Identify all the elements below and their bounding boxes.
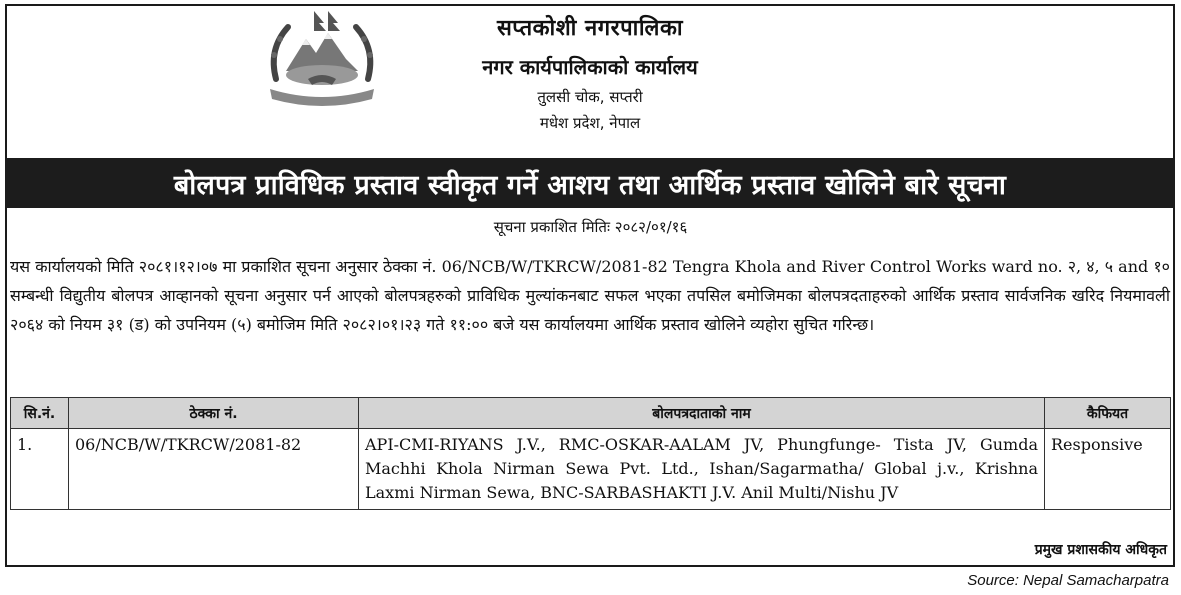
notice-title: बोलपत्र प्राविधिक प्रस्ताव स्वीकृत गर्ने आशय तथा आर्थिक प्रस्ताव खोलिने बारे सूचना — [173, 169, 1007, 201]
header-serial-no: सि.नं. — [11, 398, 69, 429]
header-remarks: कैफियत — [1045, 398, 1171, 429]
org-header — [400, 14, 780, 136]
header-bidder-name: बोलपत्रदाताको नाम — [359, 398, 1045, 429]
address-line-1: तुलसी चोक, सप्तरी — [537, 88, 643, 106]
table-row — [11, 429, 1171, 510]
notice-body: यस कार्यालयको मिति २०८१।१२।०७ मा प्रकाशित सूचना अनुसार ठेक्का नं. 06/NCB/W/TKRCW/2081-82 Tengra Khola and River Control Works ward no. २, ४, ५ and १० सम्बन्धी विद्युतीय बोलपत्र आव्हानको सूचना अनुसार पर्न आएको बोलपत्रहरुको प्राविधिक मुल्यांकनबाट सफल भएका तपसिल बमोजिमका बोलपत्रदताहरुको आर्थिक प्रस्ताव सार्वजनिक खरिद नियमावली २०६४ को नियम ३१ (ड) को उपनियम (५) बमोजिम मिति २०८२।०१।२३ गते ११:०० बजे यस कार्यालयमा आर्थिक प्रस्ताव खोलिने व्यहोरा सुचित गरिन्छ। — [10, 257, 1170, 334]
cell-serial-no: 1. — [11, 429, 69, 510]
municipality-name: सप्तकोशी नगरपालिका — [496, 16, 684, 41]
published-date: सूचना प्रकाशित मितिः २०८२/०१/१६ — [493, 218, 688, 236]
header-contract-no: ठेक्का नं. — [69, 398, 359, 429]
table-header-row — [11, 398, 1171, 429]
signatory-title: प्रमुख प्रशासकीय अधिकृत — [1034, 542, 1167, 558]
address-line-2: मधेश प्रदेश, नेपाल — [539, 114, 641, 132]
cell-bidder-names: API-CMI-RIYANS J.V., RMC-OSKAR-AALAM JV, Phungfunge- Tista JV, Gumda Machhi Khola Nirman Sewa Pvt. Ltd., Ishan/Sagarmatha/ Global j.v., Krishna Laxmi Nirman Sewa, BNC-SARBASHAKTI J.V. Anil Multi/Nishu JV — [359, 429, 1045, 510]
office-name: नगर कार्यपालिकाको कार्यालय — [482, 55, 698, 79]
cell-contract-no: 06/NCB/W/TKRCW/2081-82 — [69, 429, 359, 510]
notice-title-bar — [5, 158, 1175, 208]
source-credit: Source: Nepal Samacharpatra — [967, 572, 1169, 589]
nepal-government-emblem-icon — [262, 9, 382, 109]
cell-remark: Responsive — [1045, 429, 1171, 510]
bidders-table — [10, 397, 1171, 510]
